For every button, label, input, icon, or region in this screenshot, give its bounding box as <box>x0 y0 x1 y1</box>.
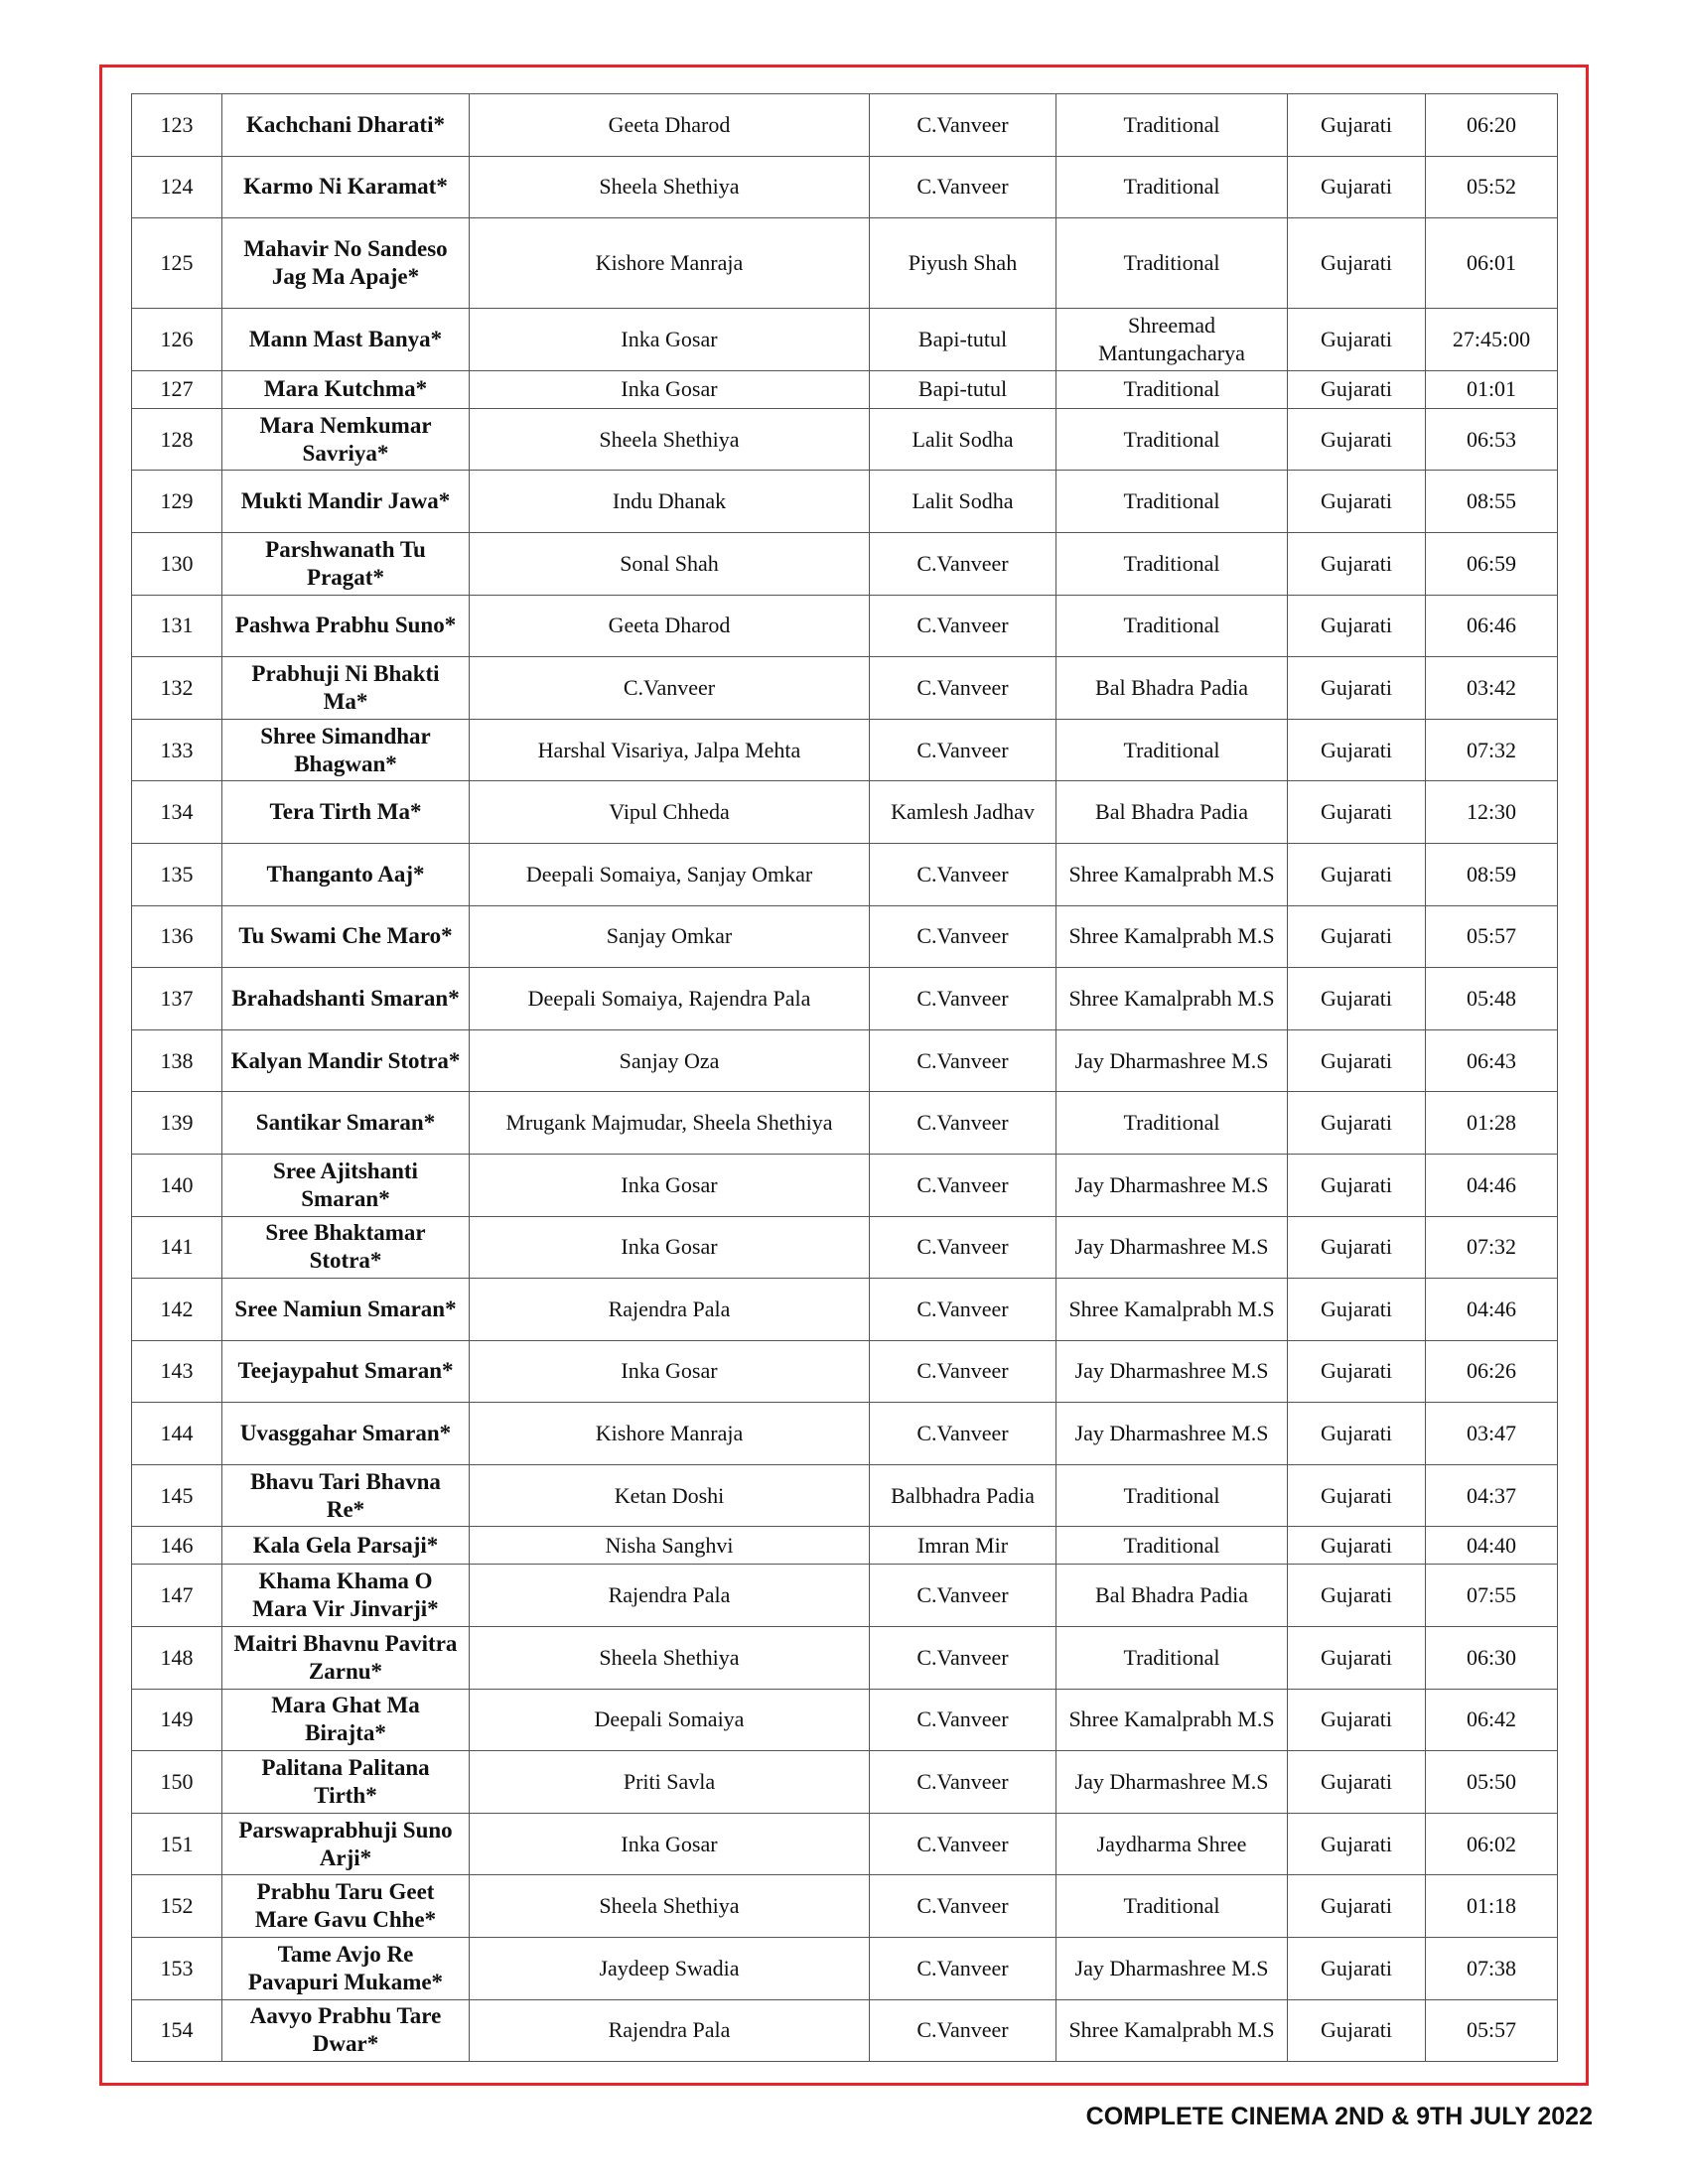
lyricist-cell: Traditional <box>1056 595 1288 657</box>
duration-cell: 01:28 <box>1426 1092 1558 1155</box>
singer-cell: Sheela Shethiya <box>470 1875 870 1938</box>
duration-cell: 06:43 <box>1426 1029 1558 1092</box>
duration-cell: 05:52 <box>1426 156 1558 218</box>
lyricist-cell: Shree Kamalprabh M.S <box>1056 1279 1288 1341</box>
table-row <box>132 408 1558 471</box>
singer-cell: Deepali Somaiya <box>470 1689 870 1751</box>
composer-cell: C.Vanveer <box>870 1875 1056 1938</box>
singer-cell: Harshal Visariya, Jalpa Mehta <box>470 719 870 781</box>
lyricist-cell: Jaydharma Shree <box>1056 1813 1288 1875</box>
duration-cell: 08:59 <box>1426 843 1558 905</box>
singer-cell: Rajendra Pala <box>470 1999 870 2062</box>
lyricist-cell: Shree Kamalprabh M.S <box>1056 843 1288 905</box>
singer-cell: Sanjay Oza <box>470 1029 870 1092</box>
song-title-cell: Thanganto Aaj* <box>222 843 470 905</box>
language-cell: Gujarati <box>1288 719 1426 781</box>
song-number-cell: 130 <box>132 532 222 595</box>
language-cell: Gujarati <box>1288 1938 1426 2000</box>
lyricist-cell: Traditional <box>1056 532 1288 595</box>
language-cell: Gujarati <box>1288 156 1426 218</box>
language-cell: Gujarati <box>1288 532 1426 595</box>
song-number-cell: 148 <box>132 1627 222 1690</box>
song-number-cell: 123 <box>132 94 222 157</box>
table-row <box>132 1999 1558 2062</box>
song-title-cell: Palitana Palitana Tirth* <box>222 1751 470 1814</box>
table-row <box>132 657 1558 720</box>
duration-cell: 04:46 <box>1426 1279 1558 1341</box>
song-title-cell: Tera Tirth Ma* <box>222 781 470 844</box>
table-row <box>132 94 1558 157</box>
song-number-cell: 140 <box>132 1154 222 1216</box>
table-row <box>132 1875 1558 1938</box>
song-title-cell: Kalyan Mandir Stotra* <box>222 1029 470 1092</box>
table-row <box>132 843 1558 905</box>
duration-cell: 05:57 <box>1426 905 1558 968</box>
language-cell: Gujarati <box>1288 1527 1426 1565</box>
song-number-cell: 151 <box>132 1813 222 1875</box>
language-cell: Gujarati <box>1288 781 1426 844</box>
lyricist-cell: Bal Bhadra Padia <box>1056 781 1288 844</box>
duration-cell: 07:55 <box>1426 1565 1558 1627</box>
composer-cell: C.Vanveer <box>870 1999 1056 2062</box>
song-title-cell: Mara Nemkumar Savriya* <box>222 408 470 471</box>
lyricist-cell: Jay Dharmashree M.S <box>1056 1029 1288 1092</box>
singer-cell: Deepali Somaiya, Sanjay Omkar <box>470 843 870 905</box>
lyricist-cell: Jay Dharmashree M.S <box>1056 1154 1288 1216</box>
song-number-cell: 136 <box>132 905 222 968</box>
singer-cell: Priti Savla <box>470 1751 870 1814</box>
lyricist-cell: Traditional <box>1056 1875 1288 1938</box>
language-cell: Gujarati <box>1288 1340 1426 1403</box>
language-cell: Gujarati <box>1288 218 1426 309</box>
duration-cell: 07:38 <box>1426 1938 1558 2000</box>
lyricist-cell: Shree Kamalprabh M.S <box>1056 1689 1288 1751</box>
composer-cell: C.Vanveer <box>870 532 1056 595</box>
song-number-cell: 150 <box>132 1751 222 1814</box>
lyricist-cell: Traditional <box>1056 1092 1288 1155</box>
table-row <box>132 1092 1558 1155</box>
duration-cell: 06:59 <box>1426 532 1558 595</box>
song-number-cell: 132 <box>132 657 222 720</box>
duration-cell: 04:40 <box>1426 1527 1558 1565</box>
lyricist-cell: Jay Dharmashree M.S <box>1056 1340 1288 1403</box>
song-title-cell: Mara Ghat Ma Birajta* <box>222 1689 470 1751</box>
singer-cell: Inka Gosar <box>470 370 870 408</box>
table-row <box>132 1029 1558 1092</box>
song-title-cell: Khama Khama O Mara Vir Jinvarji* <box>222 1565 470 1627</box>
song-number-cell: 139 <box>132 1092 222 1155</box>
song-number-cell: 144 <box>132 1403 222 1465</box>
song-number-cell: 128 <box>132 408 222 471</box>
duration-cell: 27:45:00 <box>1426 309 1558 371</box>
duration-cell: 06:53 <box>1426 408 1558 471</box>
duration-cell: 06:46 <box>1426 595 1558 657</box>
lyricist-cell: Traditional <box>1056 94 1288 157</box>
singer-cell: Inka Gosar <box>470 1216 870 1279</box>
song-number-cell: 129 <box>132 471 222 533</box>
table-row <box>132 1751 1558 1814</box>
song-title-cell: Parshwanath Tu Pragat* <box>222 532 470 595</box>
singer-cell: Sheela Shethiya <box>470 408 870 471</box>
song-number-cell: 149 <box>132 1689 222 1751</box>
composer-cell: Kamlesh Jadhav <box>870 781 1056 844</box>
singer-cell: Mrugank Majmudar, Sheela Shethiya <box>470 1092 870 1155</box>
language-cell: Gujarati <box>1288 1279 1426 1341</box>
singer-cell: Deepali Somaiya, Rajendra Pala <box>470 968 870 1030</box>
table-row <box>132 1154 1558 1216</box>
singer-cell: Jaydeep Swadia <box>470 1938 870 2000</box>
song-title-cell: Mukti Mandir Jawa* <box>222 471 470 533</box>
composer-cell: C.Vanveer <box>870 1751 1056 1814</box>
songs-table <box>131 93 1558 2062</box>
duration-cell: 06:02 <box>1426 1813 1558 1875</box>
duration-cell: 07:32 <box>1426 1216 1558 1279</box>
composer-cell: Imran Mir <box>870 1527 1056 1565</box>
singer-cell: Vipul Chheda <box>470 781 870 844</box>
composer-cell: C.Vanveer <box>870 1154 1056 1216</box>
singer-cell: Sanjay Omkar <box>470 905 870 968</box>
singer-cell: Inka Gosar <box>470 309 870 371</box>
table-row <box>132 1565 1558 1627</box>
duration-cell: 08:55 <box>1426 471 1558 533</box>
composer-cell: C.Vanveer <box>870 719 1056 781</box>
lyricist-cell: Shree Kamalprabh M.S <box>1056 905 1288 968</box>
song-title-cell: Bhavu Tari Bhavna Re* <box>222 1464 470 1527</box>
table-row <box>132 156 1558 218</box>
song-title-cell: Teejaypahut Smaran* <box>222 1340 470 1403</box>
singer-cell: Sheela Shethiya <box>470 156 870 218</box>
table-row <box>132 1813 1558 1875</box>
language-cell: Gujarati <box>1288 1403 1426 1465</box>
duration-cell: 05:48 <box>1426 968 1558 1030</box>
song-number-cell: 134 <box>132 781 222 844</box>
singer-cell: Nisha Sanghvi <box>470 1527 870 1565</box>
composer-cell: Lalit Sodha <box>870 408 1056 471</box>
lyricist-cell: Traditional <box>1056 1627 1288 1690</box>
language-cell: Gujarati <box>1288 1751 1426 1814</box>
song-number-cell: 153 <box>132 1938 222 2000</box>
lyricist-cell: Bal Bhadra Padia <box>1056 657 1288 720</box>
singer-cell: Inka Gosar <box>470 1340 870 1403</box>
song-title-cell: Mann Mast Banya* <box>222 309 470 371</box>
song-number-cell: 152 <box>132 1875 222 1938</box>
table-row <box>132 905 1558 968</box>
song-title-cell: Tu Swami Che Maro* <box>222 905 470 968</box>
song-number-cell: 127 <box>132 370 222 408</box>
composer-cell: C.Vanveer <box>870 1565 1056 1627</box>
language-cell: Gujarati <box>1288 471 1426 533</box>
composer-cell: C.Vanveer <box>870 1279 1056 1341</box>
table-row <box>132 370 1558 408</box>
song-number-cell: 147 <box>132 1565 222 1627</box>
singer-cell: Inka Gosar <box>470 1154 870 1216</box>
table-row <box>132 309 1558 371</box>
composer-cell: C.Vanveer <box>870 905 1056 968</box>
language-cell: Gujarati <box>1288 1216 1426 1279</box>
language-cell: Gujarati <box>1288 1029 1426 1092</box>
language-cell: Gujarati <box>1288 843 1426 905</box>
singer-cell: Kishore Manraja <box>470 1403 870 1465</box>
table-row <box>132 781 1558 844</box>
composer-cell: Bapi-tutul <box>870 309 1056 371</box>
singer-cell: Indu Dhanak <box>470 471 870 533</box>
song-number-cell: 131 <box>132 595 222 657</box>
song-number-cell: 133 <box>132 719 222 781</box>
composer-cell: C.Vanveer <box>870 1216 1056 1279</box>
lyricist-cell: Traditional <box>1056 1464 1288 1527</box>
language-cell: Gujarati <box>1288 1689 1426 1751</box>
singer-cell: Sonal Shah <box>470 532 870 595</box>
lyricist-cell: Shreemad Mantungacharya <box>1056 309 1288 371</box>
table-row <box>132 1340 1558 1403</box>
language-cell: Gujarati <box>1288 1875 1426 1938</box>
language-cell: Gujarati <box>1288 968 1426 1030</box>
singer-cell: Geeta Dharod <box>470 595 870 657</box>
table-row <box>132 968 1558 1030</box>
language-cell: Gujarati <box>1288 1464 1426 1527</box>
song-number-cell: 142 <box>132 1279 222 1341</box>
song-number-cell: 145 <box>132 1464 222 1527</box>
song-title-cell: Aavyo Prabhu Tare Dwar* <box>222 1999 470 2062</box>
language-cell: Gujarati <box>1288 1154 1426 1216</box>
language-cell: Gujarati <box>1288 309 1426 371</box>
song-number-cell: 154 <box>132 1999 222 2062</box>
composer-cell: C.Vanveer <box>870 1938 1056 2000</box>
song-number-cell: 138 <box>132 1029 222 1092</box>
singer-cell: Inka Gosar <box>470 1813 870 1875</box>
song-title-cell: Parswaprabhuji Suno Arji* <box>222 1813 470 1875</box>
composer-cell: C.Vanveer <box>870 1029 1056 1092</box>
footer-caption: COMPLETE CINEMA 2ND & 9TH JULY 2022 <box>1085 2103 1593 2130</box>
song-number-cell: 125 <box>132 218 222 309</box>
lyricist-cell: Shree Kamalprabh M.S <box>1056 968 1288 1030</box>
composer-cell: C.Vanveer <box>870 1340 1056 1403</box>
composer-cell: C.Vanveer <box>870 843 1056 905</box>
lyricist-cell: Jay Dharmashree M.S <box>1056 1751 1288 1814</box>
song-number-cell: 124 <box>132 156 222 218</box>
language-cell: Gujarati <box>1288 595 1426 657</box>
singer-cell: C.Vanveer <box>470 657 870 720</box>
song-title-cell: Sree Bhaktamar Stotra* <box>222 1216 470 1279</box>
composer-cell: C.Vanveer <box>870 1092 1056 1155</box>
lyricist-cell: Shree Kamalprabh M.S <box>1056 1999 1288 2062</box>
composer-cell: Balbhadra Padia <box>870 1464 1056 1527</box>
table-row <box>132 1689 1558 1751</box>
lyricist-cell: Jay Dharmashree M.S <box>1056 1403 1288 1465</box>
singer-cell: Geeta Dharod <box>470 94 870 157</box>
lyricist-cell: Jay Dharmashree M.S <box>1056 1216 1288 1279</box>
composer-cell: C.Vanveer <box>870 657 1056 720</box>
language-cell: Gujarati <box>1288 370 1426 408</box>
composer-cell: C.Vanveer <box>870 156 1056 218</box>
composer-cell: C.Vanveer <box>870 595 1056 657</box>
song-number-cell: 137 <box>132 968 222 1030</box>
duration-cell: 12:30 <box>1426 781 1558 844</box>
lyricist-cell: Traditional <box>1056 408 1288 471</box>
song-title-cell: Kachchani Dharati* <box>222 94 470 157</box>
song-title-cell: Mara Kutchma* <box>222 370 470 408</box>
song-number-cell: 135 <box>132 843 222 905</box>
song-number-cell: 126 <box>132 309 222 371</box>
singer-cell: Rajendra Pala <box>470 1279 870 1341</box>
table-row <box>132 532 1558 595</box>
song-title-cell: Prabhuji Ni Bhakti Ma* <box>222 657 470 720</box>
duration-cell: 01:18 <box>1426 1875 1558 1938</box>
singer-cell: Kishore Manraja <box>470 218 870 309</box>
song-number-cell: 143 <box>132 1340 222 1403</box>
song-title-cell: Brahadshanti Smaran* <box>222 968 470 1030</box>
duration-cell: 01:01 <box>1426 370 1558 408</box>
duration-cell: 04:37 <box>1426 1464 1558 1527</box>
table-row <box>132 1527 1558 1565</box>
song-title-cell: Tame Avjo Re Pavapuri Mukame* <box>222 1938 470 2000</box>
lyricist-cell: Traditional <box>1056 719 1288 781</box>
song-title-cell: Kala Gela Parsaji* <box>222 1527 470 1565</box>
table-row <box>132 1627 1558 1690</box>
language-cell: Gujarati <box>1288 1565 1426 1627</box>
duration-cell: 06:20 <box>1426 94 1558 157</box>
composer-cell: C.Vanveer <box>870 1403 1056 1465</box>
composer-cell: C.Vanveer <box>870 1627 1056 1690</box>
table-row <box>132 719 1558 781</box>
song-title-cell: Karmo Ni Karamat* <box>222 156 470 218</box>
duration-cell: 06:30 <box>1426 1627 1558 1690</box>
lyricist-cell: Traditional <box>1056 471 1288 533</box>
lyricist-cell: Traditional <box>1056 370 1288 408</box>
language-cell: Gujarati <box>1288 1813 1426 1875</box>
duration-cell: 05:57 <box>1426 1999 1558 2062</box>
composer-cell: Bapi-tutul <box>870 370 1056 408</box>
lyricist-cell: Traditional <box>1056 1527 1288 1565</box>
composer-cell: C.Vanveer <box>870 968 1056 1030</box>
duration-cell: 06:42 <box>1426 1689 1558 1751</box>
song-title-cell: Uvasggahar Smaran* <box>222 1403 470 1465</box>
singer-cell: Sheela Shethiya <box>470 1627 870 1690</box>
table-row <box>132 1464 1558 1527</box>
composer-cell: C.Vanveer <box>870 94 1056 157</box>
lyricist-cell: Traditional <box>1056 218 1288 309</box>
lyricist-cell: Traditional <box>1056 156 1288 218</box>
song-title-cell: Pashwa Prabhu Suno* <box>222 595 470 657</box>
duration-cell: 05:50 <box>1426 1751 1558 1814</box>
lyricist-cell: Jay Dharmashree M.S <box>1056 1938 1288 2000</box>
singer-cell: Ketan Doshi <box>470 1464 870 1527</box>
song-title-cell: Maitri Bhavnu Pavitra Zarnu* <box>222 1627 470 1690</box>
duration-cell: 04:46 <box>1426 1154 1558 1216</box>
duration-cell: 06:01 <box>1426 218 1558 309</box>
composer-cell: Lalit Sodha <box>870 471 1056 533</box>
song-title-cell: Prabhu Taru Geet Mare Gavu Chhe* <box>222 1875 470 1938</box>
song-title-cell: Sree Namiun Smaran* <box>222 1279 470 1341</box>
songs-table-body <box>132 94 1558 2062</box>
singer-cell: Rajendra Pala <box>470 1565 870 1627</box>
composer-cell: Piyush Shah <box>870 218 1056 309</box>
language-cell: Gujarati <box>1288 1999 1426 2062</box>
language-cell: Gujarati <box>1288 1627 1426 1690</box>
composer-cell: C.Vanveer <box>870 1813 1056 1875</box>
duration-cell: 03:42 <box>1426 657 1558 720</box>
table-row <box>132 1938 1558 2000</box>
language-cell: Gujarati <box>1288 408 1426 471</box>
table-row <box>132 1403 1558 1465</box>
duration-cell: 06:26 <box>1426 1340 1558 1403</box>
language-cell: Gujarati <box>1288 657 1426 720</box>
table-row <box>132 471 1558 533</box>
table-row <box>132 1279 1558 1341</box>
language-cell: Gujarati <box>1288 905 1426 968</box>
table-row <box>132 1216 1558 1279</box>
language-cell: Gujarati <box>1288 1092 1426 1155</box>
song-number-cell: 146 <box>132 1527 222 1565</box>
table-row <box>132 595 1558 657</box>
song-number-cell: 141 <box>132 1216 222 1279</box>
song-title-cell: Shree Simandhar Bhagwan* <box>222 719 470 781</box>
lyricist-cell: Bal Bhadra Padia <box>1056 1565 1288 1627</box>
song-title-cell: Mahavir No Sandeso Jag Ma Apaje* <box>222 218 470 309</box>
composer-cell: C.Vanveer <box>870 1689 1056 1751</box>
duration-cell: 03:47 <box>1426 1403 1558 1465</box>
song-title-cell: Sree Ajitshanti Smaran* <box>222 1154 470 1216</box>
table-row <box>132 218 1558 309</box>
language-cell: Gujarati <box>1288 94 1426 157</box>
duration-cell: 07:32 <box>1426 719 1558 781</box>
song-title-cell: Santikar Smaran* <box>222 1092 470 1155</box>
